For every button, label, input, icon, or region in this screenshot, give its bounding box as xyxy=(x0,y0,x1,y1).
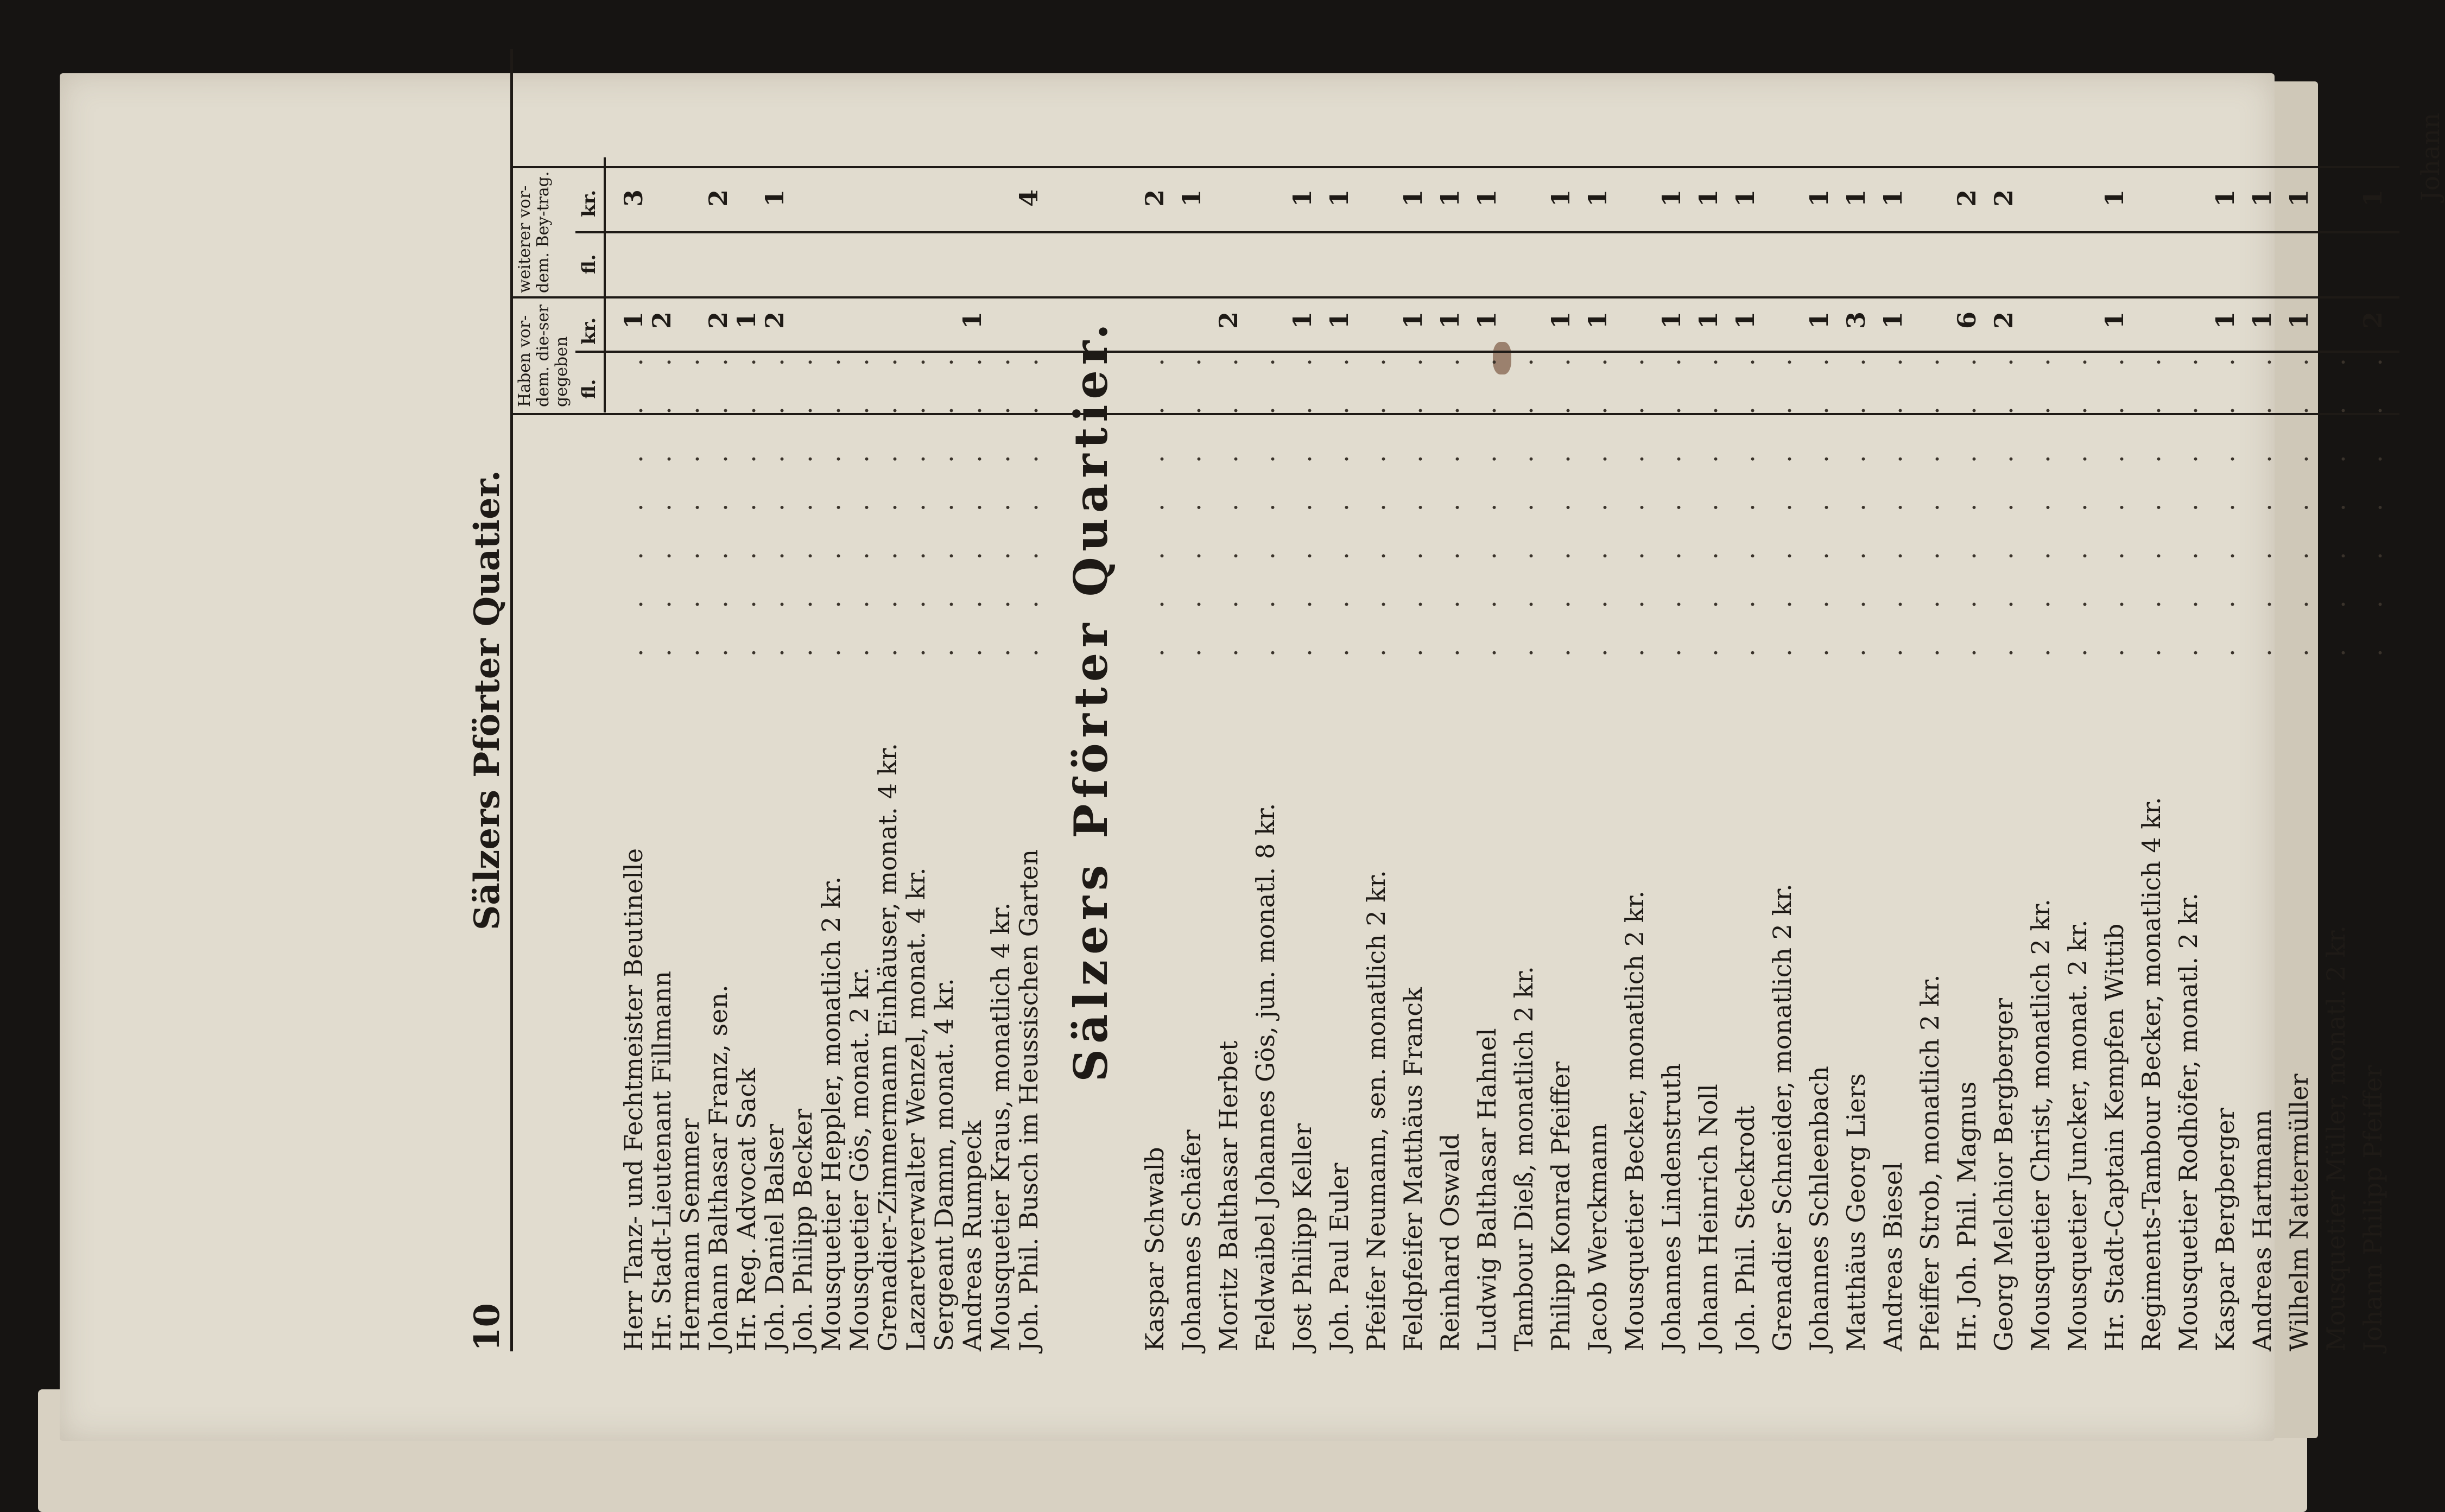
leader-dots: . . . . . . . xyxy=(1841,341,1871,657)
leader-dots: . . . . . . . xyxy=(2063,341,2092,657)
list-row xyxy=(1620,49,1652,1351)
further-kr-value: 1 xyxy=(2210,189,2240,207)
leader-dots: . . . . . . . xyxy=(1472,341,1502,657)
given-kr-value: 1 xyxy=(1325,312,1354,329)
entry-name: Reinhard Oswald xyxy=(1435,1133,1465,1351)
given-kr-value: 1 xyxy=(1804,312,1834,329)
entry-name: Johann Philipp Pfeiffer xyxy=(2358,1065,2387,1351)
given-kr-value: 3 xyxy=(1841,312,1871,329)
entry-name: Andreas Hartmann xyxy=(2247,1109,2277,1351)
list-row xyxy=(2026,49,2058,1351)
leader-dots: . . . . . . . xyxy=(647,341,676,657)
list-row xyxy=(986,49,1018,1351)
section-title: Sälzers Pförter Quartier. xyxy=(1064,318,1118,1082)
further-kr-value: 1 xyxy=(1398,189,1428,207)
entry-name: Andreas Rumpeck xyxy=(958,1120,987,1351)
entry-name: Feldwaibel Johannes Gös, jun. monatl. 8 kr. xyxy=(1251,803,1280,1351)
entry-name: Lazaretverwalter Wenzel, monat. 4 kr. xyxy=(901,867,930,1351)
entry-name: Ludwig Balthasar Hahnel xyxy=(1472,1028,1502,1351)
list-row xyxy=(1804,49,1837,1351)
leader-dots: . . . . . . . xyxy=(2026,341,2055,657)
given-kr-value: 2 xyxy=(704,312,733,329)
entry-name: Grenadier-Zimmermann Einhäuser, monat. 4 kr. xyxy=(873,743,902,1351)
list-row xyxy=(732,49,764,1351)
further-kr-value: 1 xyxy=(1435,189,1465,207)
leader-dots: . . . . . . . xyxy=(901,341,930,657)
leader-dots: . . . . . . . xyxy=(1251,341,1280,657)
entry-name: Johann Heinrich Noll xyxy=(1694,1084,1723,1351)
given-kr-value: 1 xyxy=(732,312,761,329)
further-kr-value: 1 xyxy=(760,189,789,207)
leader-dots: . . . . . . . xyxy=(1361,341,1391,657)
further-kr-value: 1 xyxy=(1325,189,1354,207)
entry-name: Kaspar Schwalb xyxy=(1140,1147,1169,1351)
given-kr-value: 1 xyxy=(2284,312,2314,329)
list-row xyxy=(1435,49,1468,1351)
further-kr-value: 1 xyxy=(1583,189,1612,207)
catchword: Johann xyxy=(2416,112,2445,201)
given-kr-value: 6 xyxy=(1952,312,1981,329)
given-kr-value: 1 xyxy=(1398,312,1428,329)
further-kr-value: 1 xyxy=(1694,189,1723,207)
list-row xyxy=(845,49,877,1351)
entry-name: Sergeant Damm, monat. 4 kr. xyxy=(929,978,959,1351)
leader-dots: . . . . . . . xyxy=(1583,341,1612,657)
leader-dots: . . . . . . . xyxy=(2210,341,2240,657)
leader-dots: . . . . . . . xyxy=(1731,341,1760,657)
list-row xyxy=(619,49,651,1351)
list-row xyxy=(2358,49,2391,1351)
list-row xyxy=(1509,49,1542,1351)
leader-dots: . . . . . . . xyxy=(1915,341,1944,657)
given-kr-value: 1 xyxy=(1878,312,1908,329)
given-kr-value: 2 xyxy=(1989,312,2018,329)
entry-name: Georg Melchior Bergberger xyxy=(1989,998,2018,1351)
entry-name: Matthäus Georg Liers xyxy=(1841,1073,1871,1351)
list-row xyxy=(2210,49,2243,1351)
entry-name: Johann Balthasar Franz, sen. xyxy=(704,984,733,1351)
entry-name: Grenadier Schneider, monatlich 2 kr. xyxy=(1768,884,1797,1351)
list-row xyxy=(675,49,708,1351)
entry-name: Hr. Joh. Phil. Magnus xyxy=(1952,1081,1981,1351)
list-row xyxy=(2100,49,2132,1351)
entry-name: Pfeifer Neumann, sen. monatlich 2 kr. xyxy=(1361,870,1391,1351)
list-row xyxy=(788,49,821,1351)
list-row xyxy=(704,49,736,1351)
top-rule xyxy=(510,49,513,1351)
list-row xyxy=(1288,49,1320,1351)
list-row xyxy=(1014,49,1047,1351)
leader-dots: . . . . . . . xyxy=(704,341,733,657)
leader-dots: . . . . . . . xyxy=(760,341,789,657)
given-kr-value: 2 xyxy=(2358,312,2387,329)
leader-dots: . . . . . . . xyxy=(675,341,705,657)
entry-name: Moritz Balthasar Herbet xyxy=(1214,1040,1243,1351)
entry-name: Jacob Werckmann xyxy=(1583,1123,1612,1351)
further-kr-value: 2 xyxy=(1989,189,2018,207)
given-kr-value: 1 xyxy=(1472,312,1502,329)
list-row xyxy=(958,49,990,1351)
further-kr-value: 2 xyxy=(704,189,733,207)
further-kr-value: 2 xyxy=(1952,189,1981,207)
list-row xyxy=(816,49,849,1351)
leader-dots: . . . . . . . xyxy=(1694,341,1723,657)
list-row xyxy=(1325,49,1357,1351)
unit-fl-1: fl. xyxy=(578,379,600,399)
running-head: Sälzers Pförter Quatier. xyxy=(467,470,508,930)
given-kr-value: 1 xyxy=(2210,312,2240,329)
given-kr-value: 1 xyxy=(1435,312,1465,329)
list-row xyxy=(2284,49,2317,1351)
list-row xyxy=(2063,49,2095,1351)
entry-name: Andreas Biesel xyxy=(1878,1162,1908,1351)
list-row xyxy=(1546,49,1579,1351)
entry-name: Johannes Lindenstruth xyxy=(1657,1063,1686,1351)
given-kr-value: 1 xyxy=(958,312,987,329)
entry-name: Hermann Semmer xyxy=(675,1118,705,1351)
column-header-given: Haben vor-dem. die-ser gegeben xyxy=(515,304,571,407)
entry-name: Joh. Paul Euler xyxy=(1325,1162,1354,1351)
leader-dots: . . . . . . . xyxy=(1140,341,1169,657)
entry-name: Hr. Reg. Advocat Sack xyxy=(732,1068,761,1351)
further-kr-value: 1 xyxy=(1177,189,1206,207)
further-kr-value: 1 xyxy=(2284,189,2314,207)
further-kr-value: 1 xyxy=(1657,189,1686,207)
further-kr-value: 3 xyxy=(619,189,648,207)
list-row xyxy=(1472,49,1505,1351)
list-row xyxy=(901,49,934,1351)
further-kr-value: 1 xyxy=(1804,189,1834,207)
list-row xyxy=(760,49,793,1351)
given-kr-value: 1 xyxy=(619,312,648,329)
leader-dots: . . . . . . . xyxy=(788,341,818,657)
given-kr-value: 1 xyxy=(1731,312,1760,329)
entry-name: Wilhelm Nattermüller xyxy=(2284,1073,2314,1351)
further-kr-value: 1 xyxy=(1878,189,1908,207)
leader-dots: . . . . . . . xyxy=(1620,341,1649,657)
further-kr-value: 1 xyxy=(1472,189,1502,207)
list-row xyxy=(1915,49,1948,1351)
list-row xyxy=(2174,49,2206,1351)
entry-name: Johannes Schleenbach xyxy=(1804,1066,1834,1351)
header-rule xyxy=(604,157,606,412)
further-kr-value: 1 xyxy=(1841,189,1871,207)
entry-name: Philipp Konrad Pfeiffer xyxy=(1546,1062,1575,1351)
entry-name: Mousquetier Gös, monat. 2 kr. xyxy=(845,967,874,1351)
entry-name: Joh. Philipp Becker xyxy=(788,1108,818,1351)
entry-name: Feldpfeifer Matthäus Franck xyxy=(1398,987,1428,1351)
entry-name: Mousquetier Müller, monatl. 2 kr. xyxy=(2321,925,2351,1351)
given-kr-value: 1 xyxy=(1657,312,1686,329)
leader-dots: . . . . . . . xyxy=(1546,341,1575,657)
leader-dots: . . . . . . . xyxy=(1398,341,1428,657)
leader-dots: . . . . . . . xyxy=(2247,341,2277,657)
list-row xyxy=(1841,49,1874,1351)
leader-dots: . . . . . . . xyxy=(2100,341,2129,657)
list-row xyxy=(1177,49,1209,1351)
entry-name: Joh. Phil. Busch im Heussischen Garten xyxy=(1014,849,1043,1351)
entry-name: Mousquetier Kraus, monatlich 4 kr. xyxy=(986,902,1015,1351)
given-kr-value: 1 xyxy=(1583,312,1612,329)
given-kr-value: 2 xyxy=(647,312,676,329)
given-kr-value: 1 xyxy=(2247,312,2277,329)
given-kr-value: 2 xyxy=(1214,312,1243,329)
further-kr-value: 1 xyxy=(2358,189,2387,207)
column-header-further: weiterer vor-dem. Bey-trag. xyxy=(515,171,553,293)
leader-dots: . . . . . . . xyxy=(1177,341,1206,657)
leader-dots: . . . . . . . xyxy=(1014,341,1043,657)
list-row xyxy=(1361,49,1394,1351)
leader-dots: . . . . . . . xyxy=(1878,341,1908,657)
entry-name: Mousquetier Rodhöfer, monatl. 2 kr. xyxy=(2174,892,2203,1351)
leader-dots: . . . . . . . xyxy=(1435,341,1465,657)
list-row xyxy=(2137,49,2169,1351)
list-row xyxy=(1398,49,1431,1351)
given-kr-value: 1 xyxy=(1694,312,1723,329)
list-row xyxy=(1989,49,2022,1351)
list-row xyxy=(929,49,962,1351)
leader-dots: . . . . . . . xyxy=(929,341,959,657)
leader-dots: . . . . . . . xyxy=(2137,341,2166,657)
given-kr-value: 1 xyxy=(1288,312,1317,329)
entry-name: Mousquetier Juncker, monat. 2 kr. xyxy=(2063,919,2092,1351)
leader-dots: . . . . . . . xyxy=(2358,341,2387,657)
entry-name: Joh. Phil. Steckrodt xyxy=(1731,1106,1760,1351)
further-kr-value: 1 xyxy=(1731,189,1760,207)
list-row xyxy=(1768,49,1800,1351)
list-row xyxy=(873,49,905,1351)
list-row xyxy=(1694,49,1726,1351)
entry-name: Mousquetier Becker, monatlich 2 kr. xyxy=(1620,890,1649,1351)
leader-dots: . . . . . . . xyxy=(986,341,1015,657)
leader-dots: . . . . . . . xyxy=(958,341,987,657)
unit-fl-2: fl. xyxy=(578,254,600,274)
leader-dots: . . . . . . . xyxy=(1657,341,1686,657)
entry-name: Mousquetier Christ, monatlich 2 kr. xyxy=(2026,899,2055,1351)
leader-dots: . . . . . . . xyxy=(1952,341,1981,657)
list-row xyxy=(2321,49,2354,1351)
leader-dots: . . . . . . . xyxy=(1804,341,1834,657)
entry-name: Hr. Stadt-Captain Kempfen Wittib xyxy=(2100,923,2129,1351)
list-row xyxy=(1583,49,1616,1351)
entry-name: Johannes Schäfer xyxy=(1177,1129,1206,1351)
leader-dots: . . . . . . . xyxy=(2321,341,2351,657)
list-row xyxy=(2247,49,2280,1351)
unit-kr-2: kr. xyxy=(578,189,600,217)
list-row xyxy=(1214,49,1246,1351)
leader-dots: . . . . . . . xyxy=(1214,341,1243,657)
further-kr-value: 1 xyxy=(1546,189,1575,207)
leader-dots: . . . . . . . xyxy=(816,341,846,657)
list-row xyxy=(1731,49,1763,1351)
leader-dots: . . . . . . . xyxy=(1288,341,1317,657)
entry-name: Joh. Daniel Balser xyxy=(760,1124,789,1351)
entry-name: Tambour Dieß, monatlich 2 kr. xyxy=(1509,966,1538,1351)
leader-dots: . . . . . . . xyxy=(1325,341,1354,657)
entry-name: Mousquetier Heppler, monatlich 2 kr. xyxy=(816,876,846,1351)
list-row xyxy=(1251,49,1283,1351)
entry-name: Herr Tanz- und Fechtmeister Beutinelle xyxy=(619,848,648,1351)
page-content xyxy=(434,49,2443,1351)
given-kr-value: 2 xyxy=(760,312,789,329)
leader-dots: . . . . . . . xyxy=(1509,341,1538,657)
leader-dots: . . . . . . . xyxy=(873,341,902,657)
leader-dots: . . . . . . . xyxy=(845,341,874,657)
further-kr-value: 4 xyxy=(1014,189,1043,207)
list-row xyxy=(1952,49,1985,1351)
entry-name: Regiments-Tambour Becker, monatlich 4 kr. xyxy=(2137,797,2166,1351)
leader-dots: . . . . . . . xyxy=(619,341,648,657)
list-row xyxy=(647,49,680,1351)
leader-dots: . . . . . . . xyxy=(2174,341,2203,657)
entry-name: Hr. Stadt-Lieutenant Fillmann xyxy=(647,970,676,1351)
further-kr-value: 1 xyxy=(2100,189,2129,207)
unit-kr-1: kr. xyxy=(578,317,600,345)
given-kr-value: 1 xyxy=(1546,312,1575,329)
entry-name: Pfeiffer Strob, monatlich 2 kr. xyxy=(1915,974,1944,1351)
list-row xyxy=(1657,49,1689,1351)
leader-dots: . . . . . . . xyxy=(732,341,761,657)
leader-dots: . . . . . . . xyxy=(1989,341,2018,657)
page-number: 10 xyxy=(467,1303,508,1351)
given-kr-value: 1 xyxy=(2100,312,2129,329)
leader-dots: . . . . . . . xyxy=(2284,341,2314,657)
further-kr-value: 2 xyxy=(1140,189,1169,207)
list-row xyxy=(1878,49,1911,1351)
list-row xyxy=(1140,49,1173,1351)
entry-name: Kaspar Bergberger xyxy=(2210,1108,2240,1351)
entry-name: Jost Philipp Keller xyxy=(1288,1123,1317,1351)
leader-dots: . . . . . . . xyxy=(1768,341,1797,657)
further-kr-value: 1 xyxy=(1288,189,1317,207)
further-kr-value: 1 xyxy=(2247,189,2277,207)
